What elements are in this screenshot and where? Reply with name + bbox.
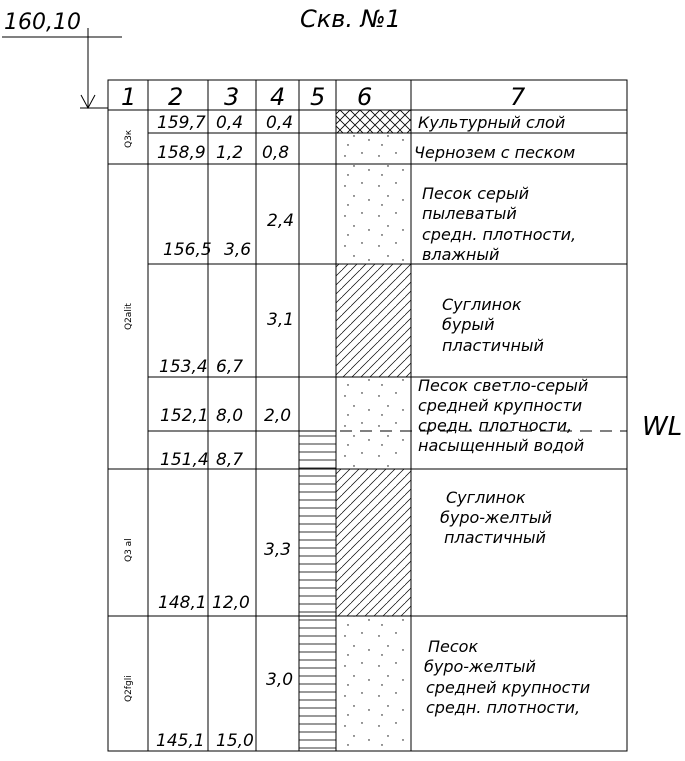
layer-description: средн. плотности, (422, 225, 577, 244)
elevation-value: 151,4 (160, 450, 209, 470)
elevation-value: 153,4 (159, 357, 208, 377)
layer-description: средней крупности (426, 678, 591, 697)
layer-description: пылеватый (422, 204, 517, 223)
hatch-dots-layer (336, 377, 411, 469)
column-header: 2 (168, 83, 184, 111)
layer-description: Песок светло-серый (418, 376, 589, 395)
layer-description: Суглинок (446, 488, 526, 507)
layer-description: влажный (422, 245, 500, 264)
thickness-value: 3,1 (267, 310, 295, 330)
depth-value: 6,7 (216, 357, 244, 377)
layer-description: средн. плотности, (426, 698, 581, 717)
layer-description: буро-желтый (424, 657, 536, 676)
depth-value: 3,6 (224, 240, 252, 260)
layer-description: насыщенный водой (418, 436, 585, 455)
thickness-value: 3,3 (264, 540, 292, 560)
depth-value: 12,0 (212, 593, 250, 613)
column-header: 1 (121, 83, 137, 111)
elevation-value: 158,9 (157, 143, 206, 163)
hatch-loam-layer (336, 264, 411, 377)
thickness-value: 2,0 (264, 406, 292, 426)
elevation-label: 160,10 (4, 10, 81, 35)
hatch-dots-layer (336, 133, 411, 164)
water-column-hatch (299, 431, 336, 751)
elevation-value: 148,1 (158, 593, 207, 613)
hatch-dots-layer (336, 164, 411, 264)
depth-value: 0,4 (216, 113, 244, 133)
depth-value: 8,0 (216, 406, 244, 426)
layer-description: Чернозем с песком (414, 143, 576, 162)
page-title: Скв. №1 (300, 5, 401, 33)
layer-description: пластичный (444, 528, 546, 547)
hatch-dots-layer (336, 616, 411, 751)
elevation-value: 159,7 (157, 113, 206, 133)
age-index: Q2fgli (124, 675, 134, 702)
depth-value: 1,2 (216, 143, 244, 163)
hatch-fill-layer (336, 110, 411, 133)
thickness-value: 2,4 (267, 211, 295, 231)
age-index: Q3 al (124, 538, 134, 562)
water-level-label: WL (642, 412, 683, 442)
column-header: 3 (224, 83, 240, 111)
layer-description: средней крупности (418, 396, 583, 415)
column-header: 7 (510, 83, 526, 111)
layer-description: бурый (442, 315, 495, 334)
layer-description: Культурный слой (418, 113, 566, 132)
layer-description: пластичный (442, 336, 544, 355)
column-header: 4 (270, 83, 286, 111)
depth-value: 8,7 (216, 450, 244, 470)
elevation-value: 152,1 (160, 406, 209, 426)
layer-description: Суглинок (442, 295, 522, 314)
layer-description: средн. плотности, (418, 416, 573, 435)
thickness-value: 0,8 (262, 143, 290, 163)
thickness-value: 3,0 (266, 670, 294, 690)
layer-description: буро-желтый (440, 508, 552, 527)
depth-value: 15,0 (216, 731, 254, 751)
elevation-value: 156,5 (163, 240, 212, 260)
hatch-loam-layer (336, 469, 411, 616)
age-index: Q3к (124, 129, 134, 148)
layer-description: Песок (428, 637, 479, 656)
elevation-value: 145,1 (156, 731, 205, 751)
column-header: 6 (357, 83, 373, 111)
thickness-value: 0,4 (266, 113, 294, 133)
column-header: 5 (310, 83, 326, 111)
layer-description: Песок серый (422, 184, 530, 203)
age-index: Q2alit (124, 303, 134, 330)
